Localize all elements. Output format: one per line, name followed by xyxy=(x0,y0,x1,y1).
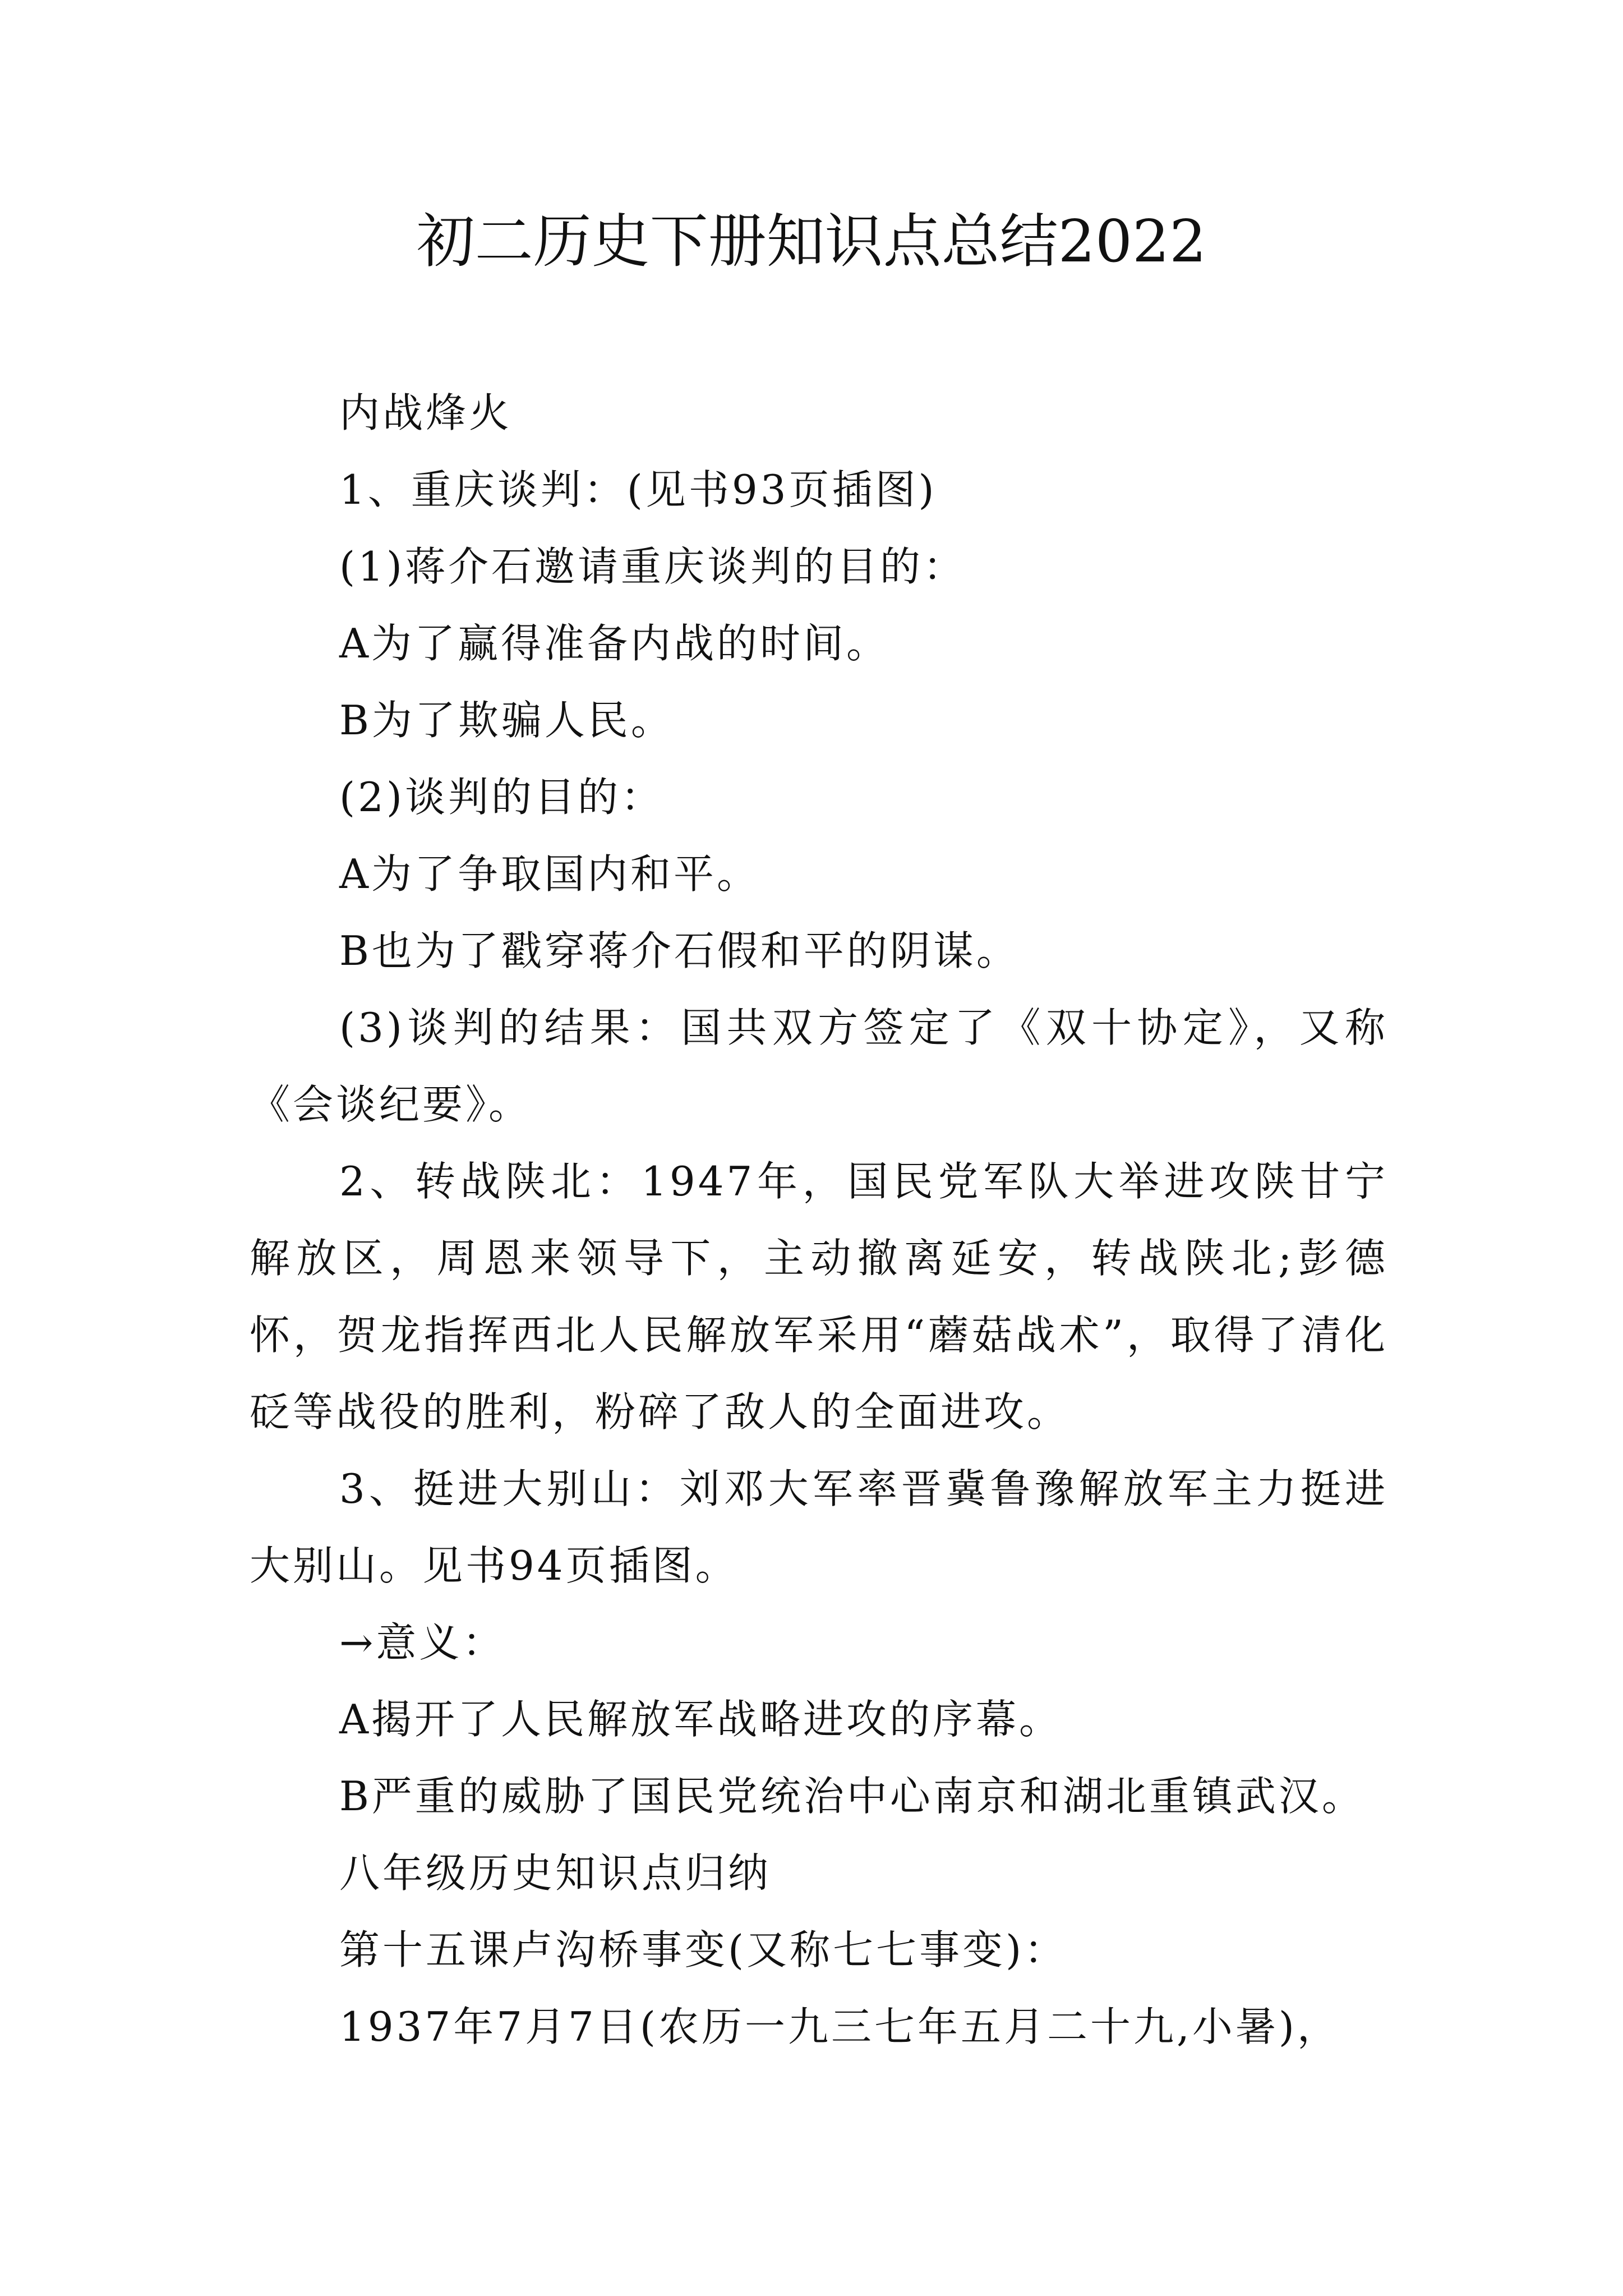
paragraph: (3)谈判的结果：国共双方签定了《双十协定》，又称《会谈纪要》。 xyxy=(250,1004,1388,1128)
paragraph: 内战烽火 xyxy=(339,389,513,436)
paragraph: A揭开了人民解放军战略进攻的序幕。 xyxy=(339,1696,1062,1743)
paragraph: 八年级历史知识点归纳 xyxy=(339,1849,772,1897)
paragraph: 1937年7月7日(农历一九三七年五月二十九,小暑)， xyxy=(339,2003,1340,2050)
paragraph: A为了赢得准备内战的时间。 xyxy=(339,620,889,667)
paragraph: 2、转战陕北：1947年，国民党军队大举进攻陕甘宁解放区，周恩来领导下，主动撤离延安，转战陕北;彭德怀，贺龙指挥西北人民解放军采用“蘑菇战术”，取得了清化砭等战役的胜利，粉碎了敌人的全面进攻。 xyxy=(250,1158,1388,1435)
paragraph: B为了欺骗人民。 xyxy=(339,697,674,744)
paragraph: A为了争取国内和平。 xyxy=(339,850,760,898)
paragraph: (2)谈判的目的： xyxy=(339,774,664,821)
paragraph: B也为了戳穿蒋介石假和平的阴谋。 xyxy=(339,927,1020,974)
paragraph: B严重的威胁了国民党统治中心南京和湖北重镇武汉。 xyxy=(339,1773,1365,1820)
paragraph: 3、挺进大别山：刘邓大军率晋冀鲁豫解放军主力挺进大别山。见书94页插图。 xyxy=(250,1465,1388,1589)
paragraph: (1)蒋介石邀请重庆谈判的目的： xyxy=(339,543,966,590)
paragraph: →意义： xyxy=(339,1619,506,1666)
paragraph: 第十五课卢沟桥事变(又称七七事变)： xyxy=(339,1926,1068,1973)
document-title: 初二历史下册知识点总结2022 xyxy=(416,207,1207,275)
paragraph: 1、重庆谈判：(见书93页插图) xyxy=(339,466,937,513)
document-body xyxy=(250,375,1388,2065)
